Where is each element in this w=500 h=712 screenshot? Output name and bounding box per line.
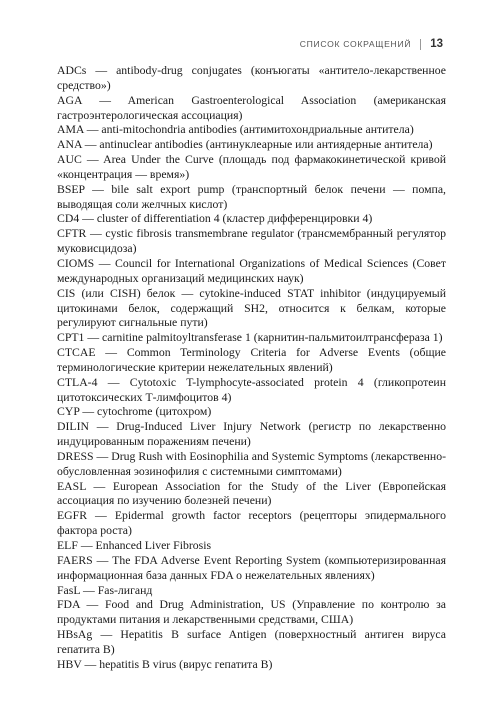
abbreviation-list [57, 64, 446, 673]
abbreviation-entry: DILIN — Drug-Induced Liver Injury Network (регистр по лекарственно индуцированным поражениям печени) [57, 420, 446, 449]
abbreviation-entry: CD4 — cluster of differentiation 4 (кластер дифференцировки 4) [57, 212, 373, 226]
abbreviation-entry: CTLA-4 — Cytotoxic T-lymphocyte-associated protein 4 (гликопротеин цитотоксических Т-лимфоцитов 4) [57, 375, 446, 404]
abbreviation-entry: EGFR — Epidermal growth factor receptors (рецепторы эпидермального фактора роста) [57, 509, 446, 538]
abbreviation-entry: DRESS — Drug Rush with Eosinophilia and Systemic Symptoms (лекарственно-обусловленная эозинофилия с системными симптомами) [57, 449, 446, 478]
abbreviation-entry: CYP — cytochrome (цитохром) [57, 405, 212, 419]
abbreviation-entry: CIS (или CISH) белок — cytokine-induced STAT inhibitor (индуцируемый цитокинами белок, содержащий SH2, относится к белкам, которые регулируют сигнальные пути) [57, 286, 446, 330]
abbreviation-entry: FasL — Fas-лиганд [57, 583, 153, 597]
abbreviation-entry: AGA — American Gastroenterological Association (американская гастроэнтерологическая ассоциация) [57, 93, 446, 122]
abbreviation-entry: CFTR — cystic fibrosis transmembrane regulator (трансмембранный регулятор муковисцидоза) [57, 227, 446, 256]
abbreviation-entry: CTCAE — Common Terminology Criteria for Adverse Events (общие терминологические критерии нежелательных явлений) [57, 346, 446, 374]
abbreviation-entry: ELF — Enhanced Liver Fibrosis [57, 539, 212, 552]
page-header [300, 38, 443, 50]
abbreviation-entry: BSEP — bile salt export pump (транспортный белок печени — помпа, выводящая соли желчных кислот) [57, 182, 446, 211]
abbreviation-entry: HBV — hepatitis B virus (вирус гепатита B) [57, 657, 273, 671]
header-divider [420, 39, 421, 50]
section-title: СПИСОК СОКРАЩЕНИЙ [299, 39, 412, 49]
abbreviation-entry: FDA — Food and Drug Administration, US (Управление по контролю за продуктами питания и лекарственными средствами, США) [57, 598, 446, 627]
abbreviation-entry: HBsAg — Hepatitis B surface Antigen (поверхностный антиген вируса гепатита B) [57, 628, 446, 656]
abbreviation-entry: EASL — European Association for the Study of the Liver (Европейская ассоциация по изучению болезней печени) [57, 479, 446, 508]
abbreviation-entry: AUC — Area Under the Curve (площадь под фармакокинетической кривой «концентрация — время») [57, 153, 446, 181]
abbreviation-entry: AMA — anti-mitochondria antibodies (антимитохондриальные антитела) [57, 123, 414, 137]
abbreviation-entry: ADCs — antibody-drug conjugates (конъюгаты «антитело-лекарственное средство») [57, 64, 446, 92]
abbreviation-entry: FAERS — The FDA Adverse Event Reporting System (компьютеризированная информационная база данных FDA о нежелательных явлениях) [57, 553, 446, 582]
abbreviation-entry: ANA — antinuclear antibodies (антинуклеарные или антиядерные антитела) [57, 138, 433, 152]
abbreviation-entry: CPT1 — carnitine palmitoyltransferase 1 (карнитин-пальмитоилтрансфераза 1) [57, 331, 443, 345]
abbreviation-entry: CIOMS — Council for International Organizations of Medical Sciences (Совет международных организаций медицинских наук) [57, 256, 446, 285]
page-number: 13 [430, 38, 443, 50]
